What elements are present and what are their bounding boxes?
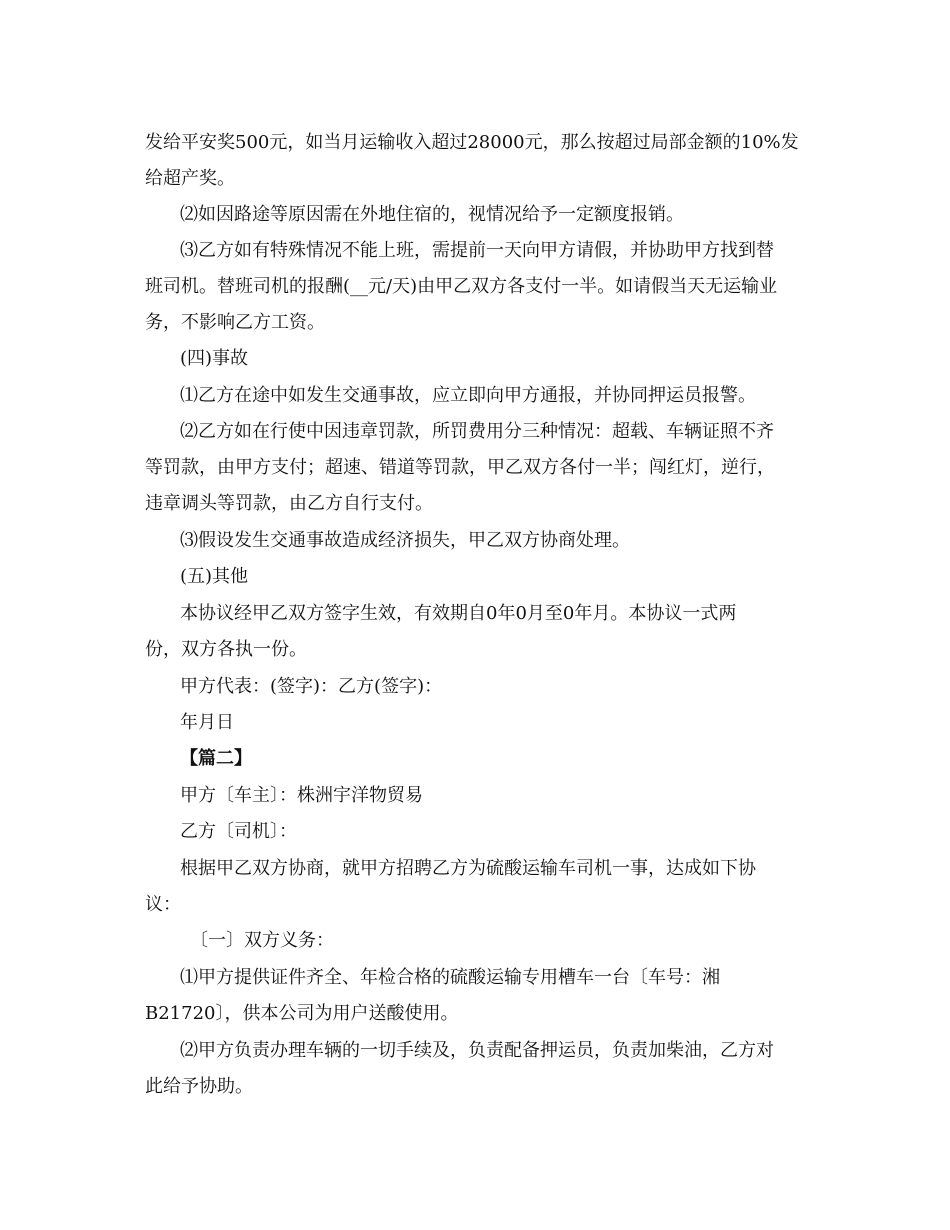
paragraph-line: 份，双方各执一份。 — [145, 639, 307, 660]
part-heading: 【篇二】 — [180, 748, 252, 769]
paragraph-line: ⑶假设发生交通事故造成经济损失，甲乙双方协商处理。 — [180, 530, 630, 551]
paragraph-line: 议： — [145, 894, 181, 915]
paragraph-line: ⑴甲方提供证件齐全、年检合格的硫酸运输专用槽车一台〔车号：湘 — [180, 967, 720, 988]
paragraph-line: 此给予协助。 — [145, 1076, 253, 1097]
paragraph-line: ⑵乙方如在行使中因违章罚款，所罚费用分三种情况：超载、车辆证照不齐 — [180, 421, 774, 442]
paragraph-line: 给超产奖。 — [145, 168, 235, 189]
section-heading: (五)其他 — [180, 566, 249, 587]
paragraph-line: 违章调头等罚款，由乙方自行支付。 — [145, 493, 433, 514]
party-a-line: 甲方〔车主〕：株洲宇洋物贸易 — [180, 785, 423, 806]
paragraph-line: 本协议经甲乙双方签字生效，有效期自0年0月至0年月。本协议一式两 — [180, 603, 737, 624]
paragraph-line: B21720〕，供本公司为用户送酸使用。 — [145, 1003, 459, 1024]
party-b-line: 乙方〔司机〕： — [180, 821, 297, 842]
paragraph-line: ⑴乙方在途中如发生交通事故，应立即向甲方通报，并协同押运员报警。 — [180, 385, 756, 406]
paragraph-line: 等罚款，由甲方支付；超速、错道等罚款，甲乙双方各付一半；闯红灯，逆行， — [145, 457, 775, 478]
signature-line: 甲方代表：(签字)：乙方(签字)： — [180, 676, 443, 697]
paragraph-line: ⑶乙方如有特殊情况不能上班，需提前一天向甲方请假，并协助甲方找到替 — [180, 240, 774, 261]
paragraph-line: 发给平安奖500元，如当月运输收入超过28000元，那么按超过局部金额的10%发 — [145, 132, 799, 153]
date-line: 年月日 — [180, 712, 234, 733]
paragraph-line: ⑵如因路途等原因需在外地住宿的，视情况给予一定额度报销。 — [180, 204, 684, 225]
paragraph-line: 班司机。替班司机的报酬(__元/天)由甲乙双方各支付一半。如请假当天无运输业 — [145, 276, 778, 297]
paragraph-line: 务，不影响乙方工资。 — [145, 312, 325, 333]
section-heading: (四)事故 — [180, 348, 249, 369]
paragraph-line: 根据甲乙双方协商，就甲方招聘乙方为硫酸运输车司机一事，达成如下协 — [180, 858, 756, 879]
section-heading: 〔一〕双方义务： — [190, 930, 334, 951]
paragraph-line: ⑵甲方负责办理车辆的一切手续及，负责配备押运员，负责加柴油，乙方对 — [180, 1040, 774, 1061]
